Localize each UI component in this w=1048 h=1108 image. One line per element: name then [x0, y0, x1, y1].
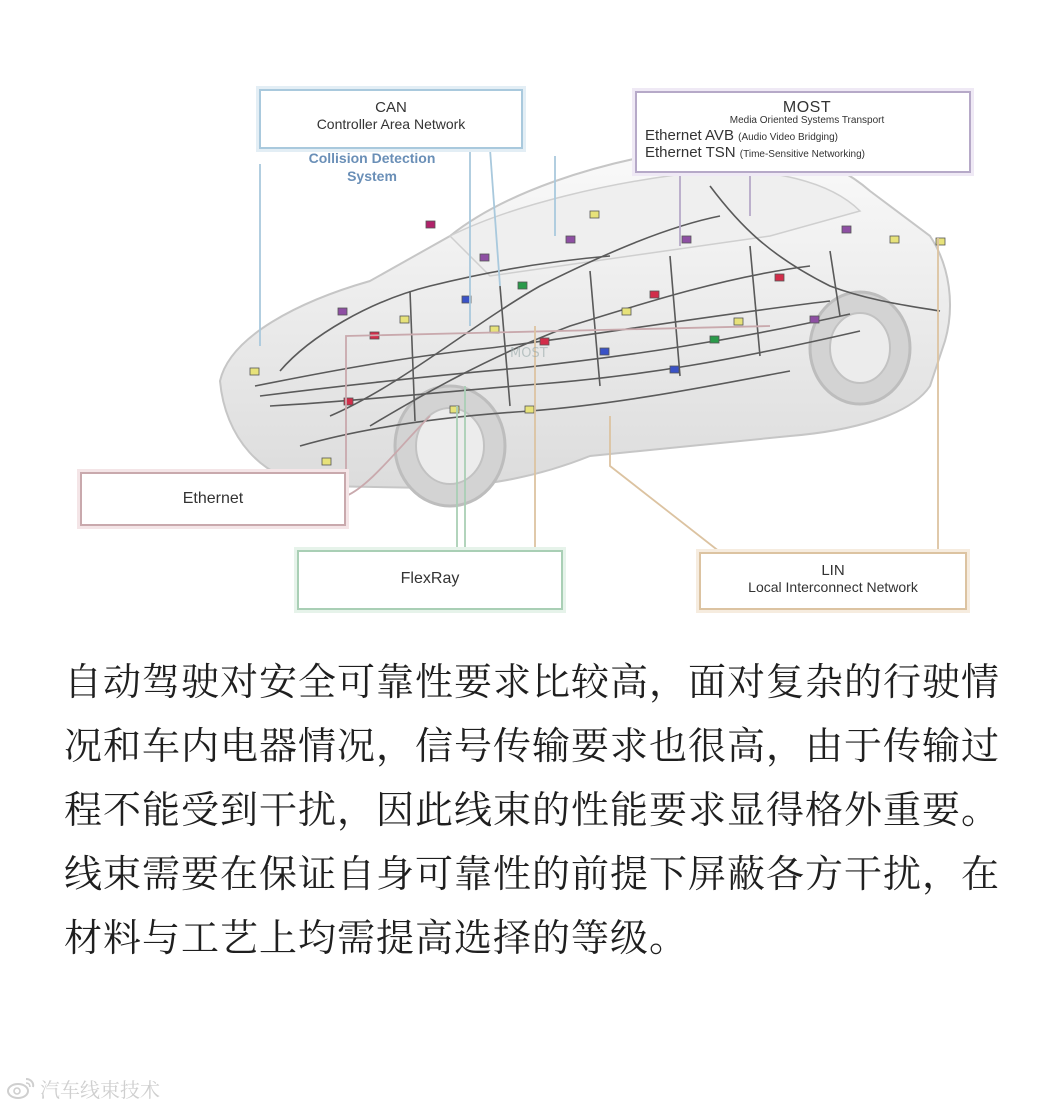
- collision-detection-label: [284, 149, 460, 185]
- center-most-mark: MOST: [510, 346, 548, 361]
- can-label-box: [259, 89, 523, 149]
- flexray-label-box: [297, 550, 563, 610]
- watermark: [6, 1072, 160, 1104]
- can-title: CAN: [375, 99, 407, 116]
- article-paragraph: 自动驾驶对安全可靠性要求比较高，面对复杂的行驶情况和车内电器情况，信号传输要求也很高，由于传输过程不能受到干扰，因此线束的性能要求显得格外重要。线束需要在保证自身可靠性的前提下屏蔽各方干扰，在材料与工艺上均需提高选择的等级。: [64, 660, 1001, 960]
- collision-line1: Collision Detection: [308, 150, 436, 166]
- network-diagram: [70, 86, 970, 606]
- most-subtitle: Media Oriented Systems Transport: [729, 115, 885, 126]
- watermark-text: 汽车线束技术: [40, 1077, 160, 1102]
- ethernet-label: Ethernet: [182, 490, 244, 507]
- ethernet-tsn-note: (Time-Sensitive Networking): [739, 149, 865, 160]
- lin-label-box: [699, 552, 967, 610]
- lin-title: LIN: [821, 562, 845, 579]
- ethernet-tsn-label: Ethernet TSN: [645, 144, 736, 161]
- flexray-label: FlexRay: [400, 570, 460, 587]
- ethernet-avb-note: (Audio Video Bridging): [738, 132, 839, 143]
- ethernet-avb-label: Ethernet AVB: [645, 127, 734, 144]
- weibo-icon: [6, 1075, 36, 1101]
- ethernet-label-box: [80, 472, 346, 526]
- lin-subtitle: Local Interconnect Network: [748, 579, 918, 595]
- collision-line2: System: [347, 168, 397, 184]
- ethernet-avb-line: [645, 127, 969, 144]
- ethernet-tsn-line: [645, 144, 969, 161]
- can-subtitle: Controller Area Network: [316, 116, 466, 132]
- most-title: MOST: [782, 99, 832, 116]
- most-label-box: [635, 91, 971, 173]
